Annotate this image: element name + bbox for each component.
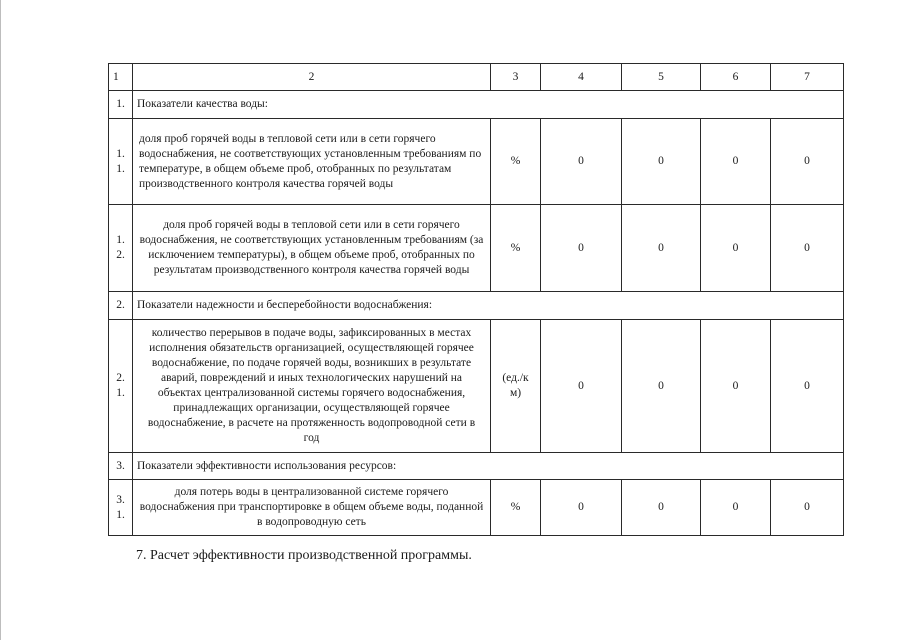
value-cell-4: 0 [541, 480, 622, 536]
unit-line-a: (ед./к [502, 372, 529, 384]
row-number-b: 1. [116, 387, 125, 399]
section-row-1 [109, 91, 844, 119]
unit-line-b: м) [509, 387, 522, 399]
indicator-description: доля проб горячей воды в тепловой сети или в сети горячего водоснабжения, не соответствующих установленным требованиям (за исключением температуры), в общем объеме проб, отобранных по результатам производственного контроля качества горячей воды [133, 205, 491, 292]
table-row [109, 480, 844, 536]
row-number-a: 1. [116, 234, 125, 246]
value-cell-7: 0 [771, 480, 844, 536]
section-number: 2. [109, 292, 133, 320]
value-cell-5: 0 [622, 320, 701, 453]
row-number-a: 1. [116, 147, 125, 160]
unit-cell: % [491, 205, 541, 292]
unit-cell [491, 320, 541, 453]
section-number: 1. [109, 91, 133, 119]
value-cell-6: 0 [701, 480, 771, 536]
row-number [109, 205, 133, 292]
page-edge-line [0, 0, 1, 640]
value-cell-5: 0 [622, 480, 701, 536]
header-cell-3: 3 [491, 64, 541, 91]
value-cell-5: 0 [622, 205, 701, 292]
row-number-b: 2. [116, 249, 125, 261]
table-row [109, 119, 844, 205]
section-row-2 [109, 292, 844, 320]
table-row [109, 205, 844, 292]
section-title: Показатели качества воды: [133, 91, 844, 119]
indicator-description: доля потерь воды в централизованной системе горячего водоснабжения при транспортировке в общем объеме воды, поданной в водопроводную сеть [133, 480, 491, 536]
row-number [109, 119, 133, 205]
section-row-3 [109, 453, 844, 480]
table-row [109, 320, 844, 453]
header-cell-1: 1 [109, 64, 133, 91]
value-cell-4: 0 [541, 320, 622, 453]
indicator-description: количество перерывов в подаче воды, зафиксированных в местах исполнения обязательств организацией, осуществляющей горячее водоснабжение, по подаче горячей воды, возникших в результате аварий, повреждений и иных технологических нарушений на объектах централизованной системы горячего водоснабжения, принадлежащих организации, осуществляющей горячее водоснабжение, в расчете на протяженность водопроводной сети в год [133, 320, 491, 453]
header-cell-2: 2 [133, 64, 491, 91]
section-number: 3. [109, 453, 133, 480]
row-number [109, 480, 133, 536]
header-cell-4: 4 [541, 64, 622, 91]
unit-cell: % [491, 119, 541, 205]
value-cell-7: 0 [771, 119, 844, 205]
value-cell-6: 0 [701, 320, 771, 453]
section-heading-efficiency: 7. Расчет эффективности производственной программы. [136, 548, 472, 563]
section-title: Показатели эффективности использования ресурсов: [133, 453, 844, 480]
indicator-description: доля проб горячей воды в тепловой сети или в сети горячего водоснабжения, не соответствующих установленным требованиям по температуре, в общем объеме проб, отобранных по результатам производственного контроля качества горячей воды [133, 119, 491, 205]
header-row [109, 64, 844, 91]
unit-cell: % [491, 480, 541, 536]
row-number-a: 3. [116, 493, 125, 506]
row-number-b: 1. [116, 508, 125, 521]
section-title: Показатели надежности и бесперебойности водоснабжения: [133, 292, 844, 320]
value-cell-4: 0 [541, 119, 622, 205]
value-cell-5: 0 [622, 119, 701, 205]
header-cell-5: 5 [622, 64, 701, 91]
header-cell-7: 7 [771, 64, 844, 91]
value-cell-4: 0 [541, 205, 622, 292]
row-number [109, 320, 133, 453]
value-cell-6: 0 [701, 205, 771, 292]
value-cell-7: 0 [771, 320, 844, 453]
row-number-b: 1. [116, 162, 125, 175]
row-number-a: 2. [116, 372, 125, 384]
header-cell-6: 6 [701, 64, 771, 91]
value-cell-6: 0 [701, 119, 771, 205]
indicators-table [108, 63, 844, 536]
value-cell-7: 0 [771, 205, 844, 292]
